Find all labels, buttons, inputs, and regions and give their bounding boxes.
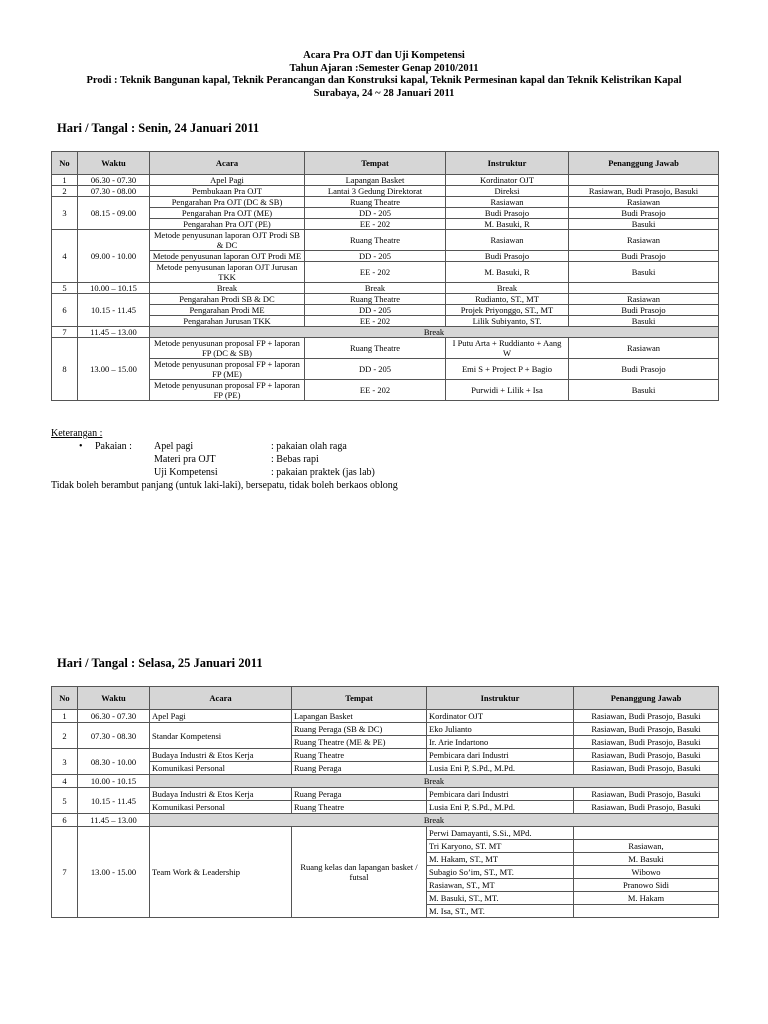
cell-penanggung-jawab: Wibowo [574, 866, 719, 879]
cell-penanggung-jawab [569, 175, 719, 186]
dress-event: Materi pra OJT [154, 454, 216, 465]
cell-tempat: Lapangan Basket [292, 710, 427, 723]
cell-break: Break [150, 775, 719, 788]
cell-acara: Pengarahan Pra OJT (PE) [150, 219, 305, 230]
header-line-4: Surabaya, 24 ~ 28 Januari 2011 [313, 87, 455, 99]
cell-tempat: Ruang Theatre [305, 294, 446, 305]
cell-instruktur: M. Isa, ST., MT. [427, 905, 574, 918]
cell-waktu: 07.30 - 08.30 [78, 723, 150, 749]
table-row [52, 175, 719, 186]
cell-tempat: Ruang Theatre [292, 801, 427, 814]
cell-acara: Pembukaan Pra OJT [150, 186, 305, 197]
table-row [52, 316, 719, 327]
cell-acara: Budaya Industri & Etos Kerja [150, 788, 292, 801]
cell-instruktur: Emi S + Project P + Bagio [446, 359, 569, 380]
table-row [52, 775, 719, 788]
cell-no: 2 [52, 186, 78, 197]
cell-tempat: EE - 202 [305, 219, 446, 230]
table-row [52, 327, 719, 338]
cell-instruktur: Lilik Subiyanto, ST. [446, 316, 569, 327]
dress-value: : pakaian olah raga [271, 441, 347, 452]
header-line-3: Prodi : Teknik Bangunan kapal, Teknik Perancangan dan Konstruksi kapal, Teknik Permesinan kapal dan Teknik Kelistrikan Kapal [86, 75, 682, 86]
cell-waktu: 11.45 – 13.00 [78, 814, 150, 827]
cell-acara: Komunikasi Personal [150, 801, 292, 814]
cell-no: 3 [52, 749, 78, 775]
cell-acara: Pengarahan Prodi ME [150, 305, 305, 316]
cell-no: 5 [52, 788, 78, 814]
col-waktu: Waktu [78, 687, 150, 710]
cell-penanggung-jawab: Rasiawan, Budi Prasojo, Basuki [574, 723, 719, 736]
col-acara: Acara [150, 152, 305, 175]
table-row [52, 283, 719, 294]
cell-instruktur: Budi Prasojo [446, 208, 569, 219]
bullet-icon: • [79, 441, 83, 452]
day1-title: Hari / Tangal : Senin, 24 Januari 2011 [57, 121, 260, 135]
cell-acara: Break [150, 283, 305, 294]
cell-instruktur: Pembicara dari Industri [427, 788, 574, 801]
cell-penanggung-jawab: Rasiawan, Budi Prasojo, Basuki [574, 801, 719, 814]
cell-tempat: Break [305, 283, 446, 294]
cell-instruktur: Direksi [446, 186, 569, 197]
table-header-row [52, 152, 719, 175]
cell-penanggung-jawab: Rasiawan, [574, 840, 719, 853]
cell-instruktur: Rudianto, ST., MT [446, 294, 569, 305]
cell-tempat: EE - 202 [305, 316, 446, 327]
cell-waktu: 08.15 - 09.00 [78, 197, 150, 230]
cell-penanggung-jawab: Rasiawan, Budi Prasojo, Basuki [574, 762, 719, 775]
cell-no: 6 [52, 294, 78, 327]
col-waktu: Waktu [78, 152, 150, 175]
cell-waktu: 06.30 - 07.30 [78, 175, 150, 186]
cell-no: 7 [52, 327, 78, 338]
cell-waktu: 09.00 - 10.00 [78, 230, 150, 283]
cell-penanggung-jawab: Budi Prasojo [569, 305, 719, 316]
col-no: No [52, 152, 78, 175]
cell-penanggung-jawab: Basuki [569, 219, 719, 230]
col-tempat: Tempat [292, 687, 427, 710]
table-row [52, 186, 719, 197]
cell-instruktur: Kordinator OJT [446, 175, 569, 186]
cell-penanggung-jawab: Rasiawan, Budi Prasojo, Basuki [574, 788, 719, 801]
cell-tempat: DD - 205 [305, 251, 446, 262]
day2-title: Hari / Tangal : Selasa, 25 Januari 2011 [57, 656, 263, 670]
table-header-row [52, 687, 719, 710]
cell-no: 2 [52, 723, 78, 749]
table-row [52, 814, 719, 827]
cell-penanggung-jawab [569, 283, 719, 294]
cell-tempat: Ruang Theatre [292, 749, 427, 762]
cell-acara: Standar Kompetensi [150, 723, 292, 749]
cell-no: 4 [52, 230, 78, 283]
cell-penanggung-jawab: M. Basuki [574, 853, 719, 866]
day1-schedule-table [51, 151, 719, 401]
cell-instruktur: Rasiawan [446, 230, 569, 251]
cell-tempat: Ruang Theatre (ME & PE) [292, 736, 427, 749]
cell-waktu: 11.45 – 13.00 [78, 327, 150, 338]
cell-penanggung-jawab: Basuki [569, 316, 719, 327]
cell-instruktur: Pembicara dari Industri [427, 749, 574, 762]
table-row [52, 338, 719, 359]
header-line-2: Tahun Ajaran :Semester Genap 2010/2011 [289, 62, 479, 74]
cell-tempat: Lantai 3 Gedung Direktorat [305, 186, 446, 197]
dress-event: Uji Kompetensi [154, 467, 218, 478]
cell-acara: Metode penyusunan laporan OJT Prodi SB & DC [150, 230, 305, 251]
table-row [52, 359, 719, 380]
cell-penanggung-jawab: Rasiawan, Budi Prasojo, Basuki [574, 710, 719, 723]
cell-acara: Budaya Industri & Etos Kerja [150, 749, 292, 762]
cell-tempat: Ruang Peraga [292, 762, 427, 775]
cell-penanggung-jawab: Rasiawan, Budi Prasojo, Basuki [574, 749, 719, 762]
cell-penanggung-jawab: Pranowo Sidi [574, 879, 719, 892]
cell-waktu: 13.00 - 15.00 [78, 827, 150, 918]
col-tempat: Tempat [305, 152, 446, 175]
cell-break: Break [150, 327, 719, 338]
cell-acara: Metode penyusunan proposal FP + laporan FP (PE) [150, 380, 305, 401]
cell-acara: Team Work & Leadership [150, 827, 292, 918]
cell-no: 6 [52, 814, 78, 827]
cell-waktu: 08.30 - 10.00 [78, 749, 150, 775]
cell-tempat: DD - 205 [305, 208, 446, 219]
col-penanggung-jawab: Penanggung Jawab [574, 687, 719, 710]
table-row [52, 380, 719, 401]
table-row [52, 262, 719, 283]
cell-tempat: Ruang Peraga (SB & DC) [292, 723, 427, 736]
table-row [52, 762, 719, 775]
table-row [52, 801, 719, 814]
cell-waktu: 10.00 – 10.15 [78, 283, 150, 294]
cell-acara: Metode penyusunan proposal FP + laporan FP (DC & SB) [150, 338, 305, 359]
cell-tempat: Ruang Theatre [305, 338, 446, 359]
cell-acara: Metode penyusunan laporan OJT Prodi ME [150, 251, 305, 262]
cell-penanggung-jawab: Budi Prasojo [569, 359, 719, 380]
cell-penanggung-jawab [574, 827, 719, 840]
cell-acara: Metode penyusunan laporan OJT Jurusan TKK [150, 262, 305, 283]
cell-penanggung-jawab: Basuki [569, 262, 719, 283]
cell-penanggung-jawab: M. Hakam [574, 892, 719, 905]
header-line-1: Acara Pra OJT dan Uji Kompetensi [303, 50, 465, 61]
table-row [52, 788, 719, 801]
cell-no: 8 [52, 338, 78, 401]
cell-waktu: 10.15 - 11.45 [78, 294, 150, 327]
cell-instruktur: Break [446, 283, 569, 294]
cell-waktu: 10.00 - 10.15 [78, 775, 150, 788]
cell-no: 4 [52, 775, 78, 788]
cell-waktu: 06.30 - 07.30 [78, 710, 150, 723]
cell-penanggung-jawab: Rasiawan, Budi Prasojo, Basuki [574, 736, 719, 749]
table-row [52, 219, 719, 230]
col-penanggung-jawab: Penanggung Jawab [569, 152, 719, 175]
cell-no: 1 [52, 710, 78, 723]
cell-acara: Apel Pagi [150, 710, 292, 723]
cell-instruktur: Perwi Damayanti, S.Si., MPd. [427, 827, 574, 840]
cell-acara: Pengarahan Prodi SB & DC [150, 294, 305, 305]
cell-tempat: Ruang Theatre [305, 230, 446, 251]
cell-penanggung-jawab: Basuki [569, 380, 719, 401]
cell-acara: Pengarahan Pra OJT (ME) [150, 208, 305, 219]
cell-tempat: Ruang Peraga [292, 788, 427, 801]
document-header [0, 50, 768, 100]
cell-acara: Metode penyusunan proposal FP + laporan FP (ME) [150, 359, 305, 380]
cell-tempat: DD - 205 [305, 359, 446, 380]
cell-instruktur: Subagio So’im, ST., MT. [427, 866, 574, 879]
cell-instruktur: Ir. Arie Indartono [427, 736, 574, 749]
cell-instruktur: M. Hakam, ST., MT [427, 853, 574, 866]
cell-tempat: Lapangan Basket [305, 175, 446, 186]
cell-no: 5 [52, 283, 78, 294]
cell-penanggung-jawab: Rasiawan [569, 230, 719, 251]
pakaian-label: Pakaian : [95, 441, 132, 452]
cell-instruktur: Rasiawan [446, 197, 569, 208]
cell-penanggung-jawab: Rasiawan, Budi Prasojo, Basuki [569, 186, 719, 197]
cell-penanggung-jawab: Rasiawan [569, 338, 719, 359]
keterangan-title: Keterangan : [51, 428, 103, 439]
cell-acara: Apel Pagi [150, 175, 305, 186]
cell-acara: Pengarahan Jurusan TKK [150, 316, 305, 327]
cell-waktu: 13.00 – 15.00 [78, 338, 150, 401]
table-row [52, 208, 719, 219]
table-row [52, 294, 719, 305]
day2-schedule-table [51, 686, 719, 918]
cell-tempat: Ruang Theatre [305, 197, 446, 208]
cell-no: 1 [52, 175, 78, 186]
col-instruktur: Instruktur [427, 687, 574, 710]
cell-no: 3 [52, 197, 78, 230]
cell-instruktur: I Putu Arta + Ruddianto + Aang W [446, 338, 569, 359]
table-row [52, 749, 719, 762]
table-row [52, 230, 719, 251]
cell-tempat: DD - 205 [305, 305, 446, 316]
cell-tempat: EE - 202 [305, 262, 446, 283]
col-acara: Acara [150, 687, 292, 710]
table-row [52, 197, 719, 208]
dress-event: Apel pagi [154, 441, 194, 452]
cell-instruktur: M. Basuki, ST., MT. [427, 892, 574, 905]
table-row [52, 251, 719, 262]
cell-instruktur: Purwidi + Lilik + Isa [446, 380, 569, 401]
cell-tempat: EE - 202 [305, 380, 446, 401]
cell-no: 7 [52, 827, 78, 918]
cell-penanggung-jawab [574, 905, 719, 918]
cell-penanggung-jawab: Rasiawan [569, 294, 719, 305]
cell-acara: Komunikasi Personal [150, 762, 292, 775]
table-row [52, 305, 719, 316]
cell-instruktur: M. Basuki, R [446, 219, 569, 230]
cell-tempat: Ruang kelas dan lapangan basket / futsal [292, 827, 427, 918]
col-instruktur: Instruktur [446, 152, 569, 175]
table-row [52, 723, 719, 736]
cell-waktu: 07.30 - 08.00 [78, 186, 150, 197]
dress-value: : Bebas rapi [271, 454, 319, 465]
cell-instruktur: Lusia Eni P, S.Pd., M.Pd. [427, 801, 574, 814]
cell-instruktur: Kordinator OJT [427, 710, 574, 723]
cell-instruktur: Budi Prasojo [446, 251, 569, 262]
col-no: No [52, 687, 78, 710]
table-row [52, 710, 719, 723]
cell-waktu: 10.15 - 11.45 [78, 788, 150, 814]
cell-instruktur: Projek Priyonggo, ST., MT [446, 305, 569, 316]
cell-instruktur: Tri Karyono, ST. MT [427, 840, 574, 853]
cell-penanggung-jawab: Budi Prasojo [569, 208, 719, 219]
cell-instruktur: Rasiawan, ST., MT [427, 879, 574, 892]
dress-code-note: Tidak boleh berambut panjang (untuk laki-laki), bersepatu, tidak boleh berkaos oblong [51, 480, 398, 491]
cell-instruktur: M. Basuki, R [446, 262, 569, 283]
cell-penanggung-jawab: Budi Prasojo [569, 251, 719, 262]
cell-penanggung-jawab: Rasiawan [569, 197, 719, 208]
table-row [52, 827, 719, 840]
cell-break: Break [150, 814, 719, 827]
cell-acara: Pengarahan Pra OJT (DC & SB) [150, 197, 305, 208]
dress-value: : pakaian praktek (jas lab) [271, 467, 375, 478]
cell-instruktur: Lusia Eni P, S.Pd., M.Pd. [427, 762, 574, 775]
cell-instruktur: Eko Julianto [427, 723, 574, 736]
keterangan-section [51, 427, 398, 492]
